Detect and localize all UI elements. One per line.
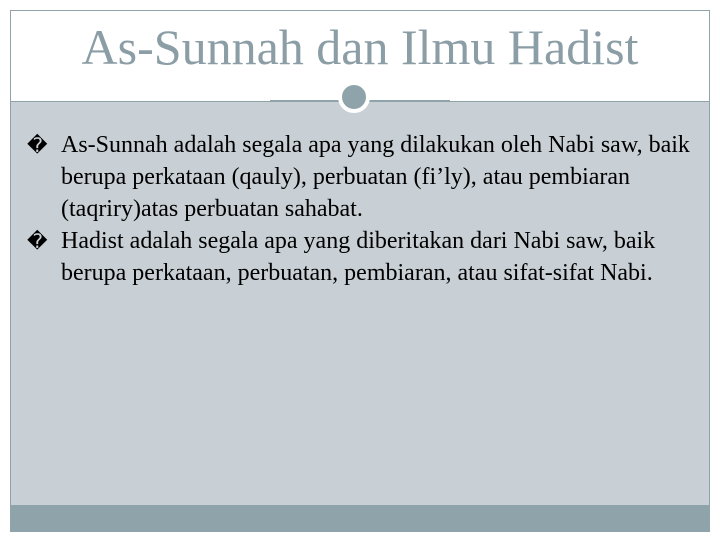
bullet-marker-icon: � [27,133,48,157]
title-ornament [270,89,450,113]
slide [10,10,710,532]
bullet-item [27,129,697,225]
bullet-text: As-Sunnah adalah segala apa yang dilakukan oleh Nabi saw, baik berupa perkataan (qauly), perbuatan (fi’ly), atau pembiaran (taqriry)atas perbuatan sahabat. [61,132,690,222]
footer-strip [11,505,709,531]
bullet-text: Hadist adalah segala apa yang diberitakan dari Nabi saw, baik berupa perkataan, perbuatan, pembiaran, atau sifat-sifat Nabi. [61,228,656,286]
slide-content [27,129,697,289]
bullet-item [27,225,697,289]
ornament-circle-icon [338,81,370,113]
bullet-marker-icon: � [27,229,48,253]
slide-title: As-Sunnah dan Ilmu Hadist [81,19,639,75]
